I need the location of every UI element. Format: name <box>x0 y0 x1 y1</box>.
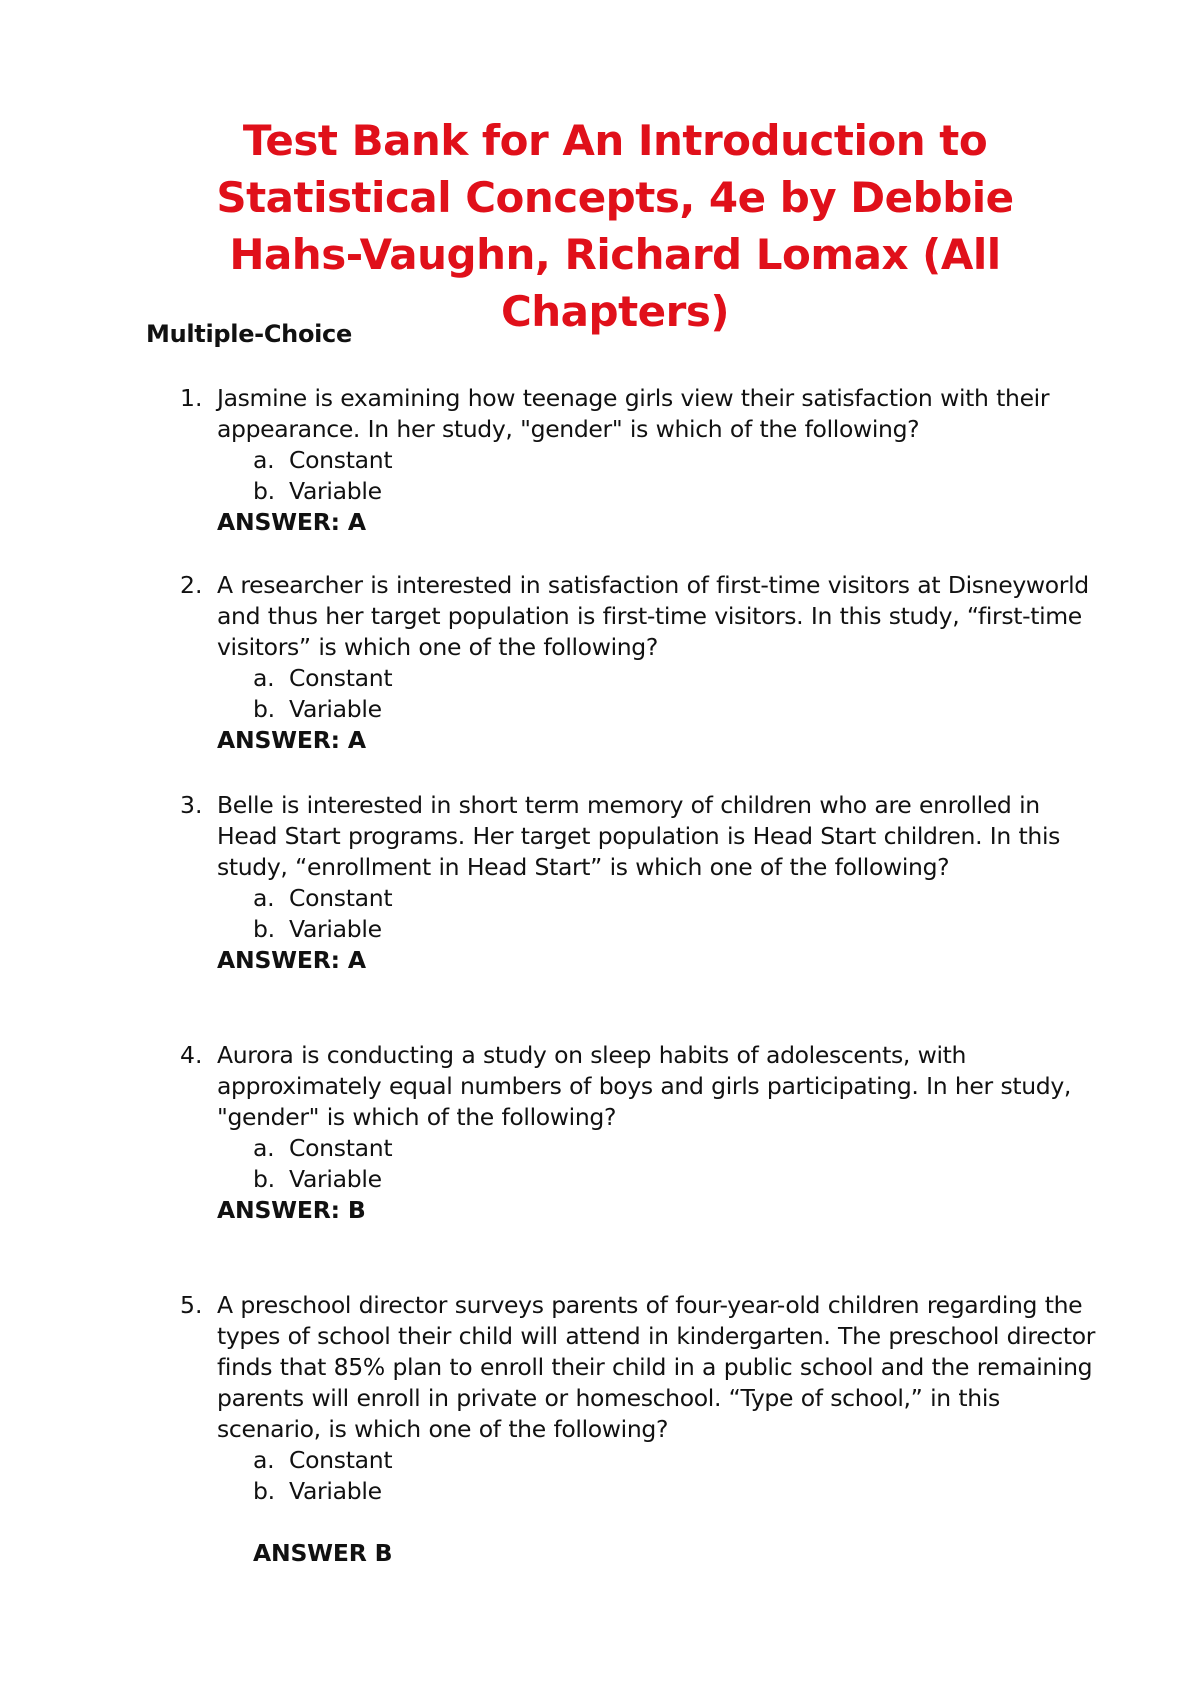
option-letter: a. <box>253 1134 275 1162</box>
option-a <box>253 663 392 694</box>
question-text: Jasmine is examining how teenage girls view their satisfaction with their appearance. In her study, "gender" is which of the following? <box>217 384 1050 443</box>
option-b <box>253 476 382 507</box>
option-label: Constant <box>289 1446 393 1474</box>
option-label: Variable <box>289 477 382 505</box>
option-letter: a. <box>253 884 275 912</box>
option-label: Variable <box>289 695 382 723</box>
option-label: Variable <box>289 1477 382 1505</box>
option-label: Variable <box>289 1165 382 1193</box>
option-letter: b. <box>253 1165 275 1193</box>
question-text: A preschool director surveys parents of four-year-old children regarding the types of school their child will attend in kindergarten. The preschool director finds that 85% plan to enroll their child in a public school and the remaining parents will enroll in private or homeschool. “Type of school,” in this scenario, is which one of the following? <box>217 1291 1096 1443</box>
option-label: Variable <box>289 915 382 943</box>
option-letter: b. <box>253 915 275 943</box>
question-number: 3. <box>180 791 203 819</box>
question-number: 4. <box>180 1041 203 1069</box>
question-number: 5. <box>180 1291 203 1319</box>
answer: ANSWER: A <box>217 726 366 754</box>
option-b <box>253 694 382 725</box>
option-letter: a. <box>253 1446 275 1474</box>
option-letter: a. <box>253 446 275 474</box>
question-text: Belle is interested in short term memory of children who are enrolled in Head Start programs. Her target population is Head Start children. In this study, “enrollment in Head Start” is which one of the following? <box>217 791 1061 881</box>
option-b <box>253 1476 382 1507</box>
option-letter: a. <box>253 664 275 692</box>
option-letter: b. <box>253 477 275 505</box>
answer: ANSWER: A <box>217 508 366 536</box>
option-letter: b. <box>253 1477 275 1505</box>
option-a <box>253 445 392 476</box>
question-number: 2. <box>180 571 203 599</box>
question-number: 1. <box>180 384 203 412</box>
question-text: Aurora is conducting a study on sleep habits of adolescents, with approximately equal numbers of boys and girls participating. In her study, "gender" is which of the following? <box>217 1041 1072 1131</box>
option-b <box>253 914 382 945</box>
option-label: Constant <box>289 664 393 692</box>
answer: ANSWER: B <box>217 1196 366 1224</box>
option-a <box>253 1133 392 1164</box>
answer: ANSWER: A <box>217 946 366 974</box>
option-label: Constant <box>289 1134 393 1162</box>
document-title: Test Bank for An Introduction to Statistical Concepts, 4e by Debbie Hahs-Vaughn, Richard Lomax (All Chapters) <box>216 116 1014 336</box>
option-a <box>253 883 392 914</box>
option-label: Constant <box>289 884 393 912</box>
question-text: A researcher is interested in satisfaction of first-time visitors at Disneyworld and thus her target population is first-time visitors. In this study, “first-time visitors” is which one of the following? <box>217 571 1089 661</box>
option-letter: b. <box>253 695 275 723</box>
option-b <box>253 1164 382 1195</box>
section-heading: Multiple-Choice <box>146 320 352 348</box>
option-label: Constant <box>289 446 393 474</box>
option-a <box>253 1445 392 1476</box>
answer: ANSWER B <box>253 1539 393 1567</box>
